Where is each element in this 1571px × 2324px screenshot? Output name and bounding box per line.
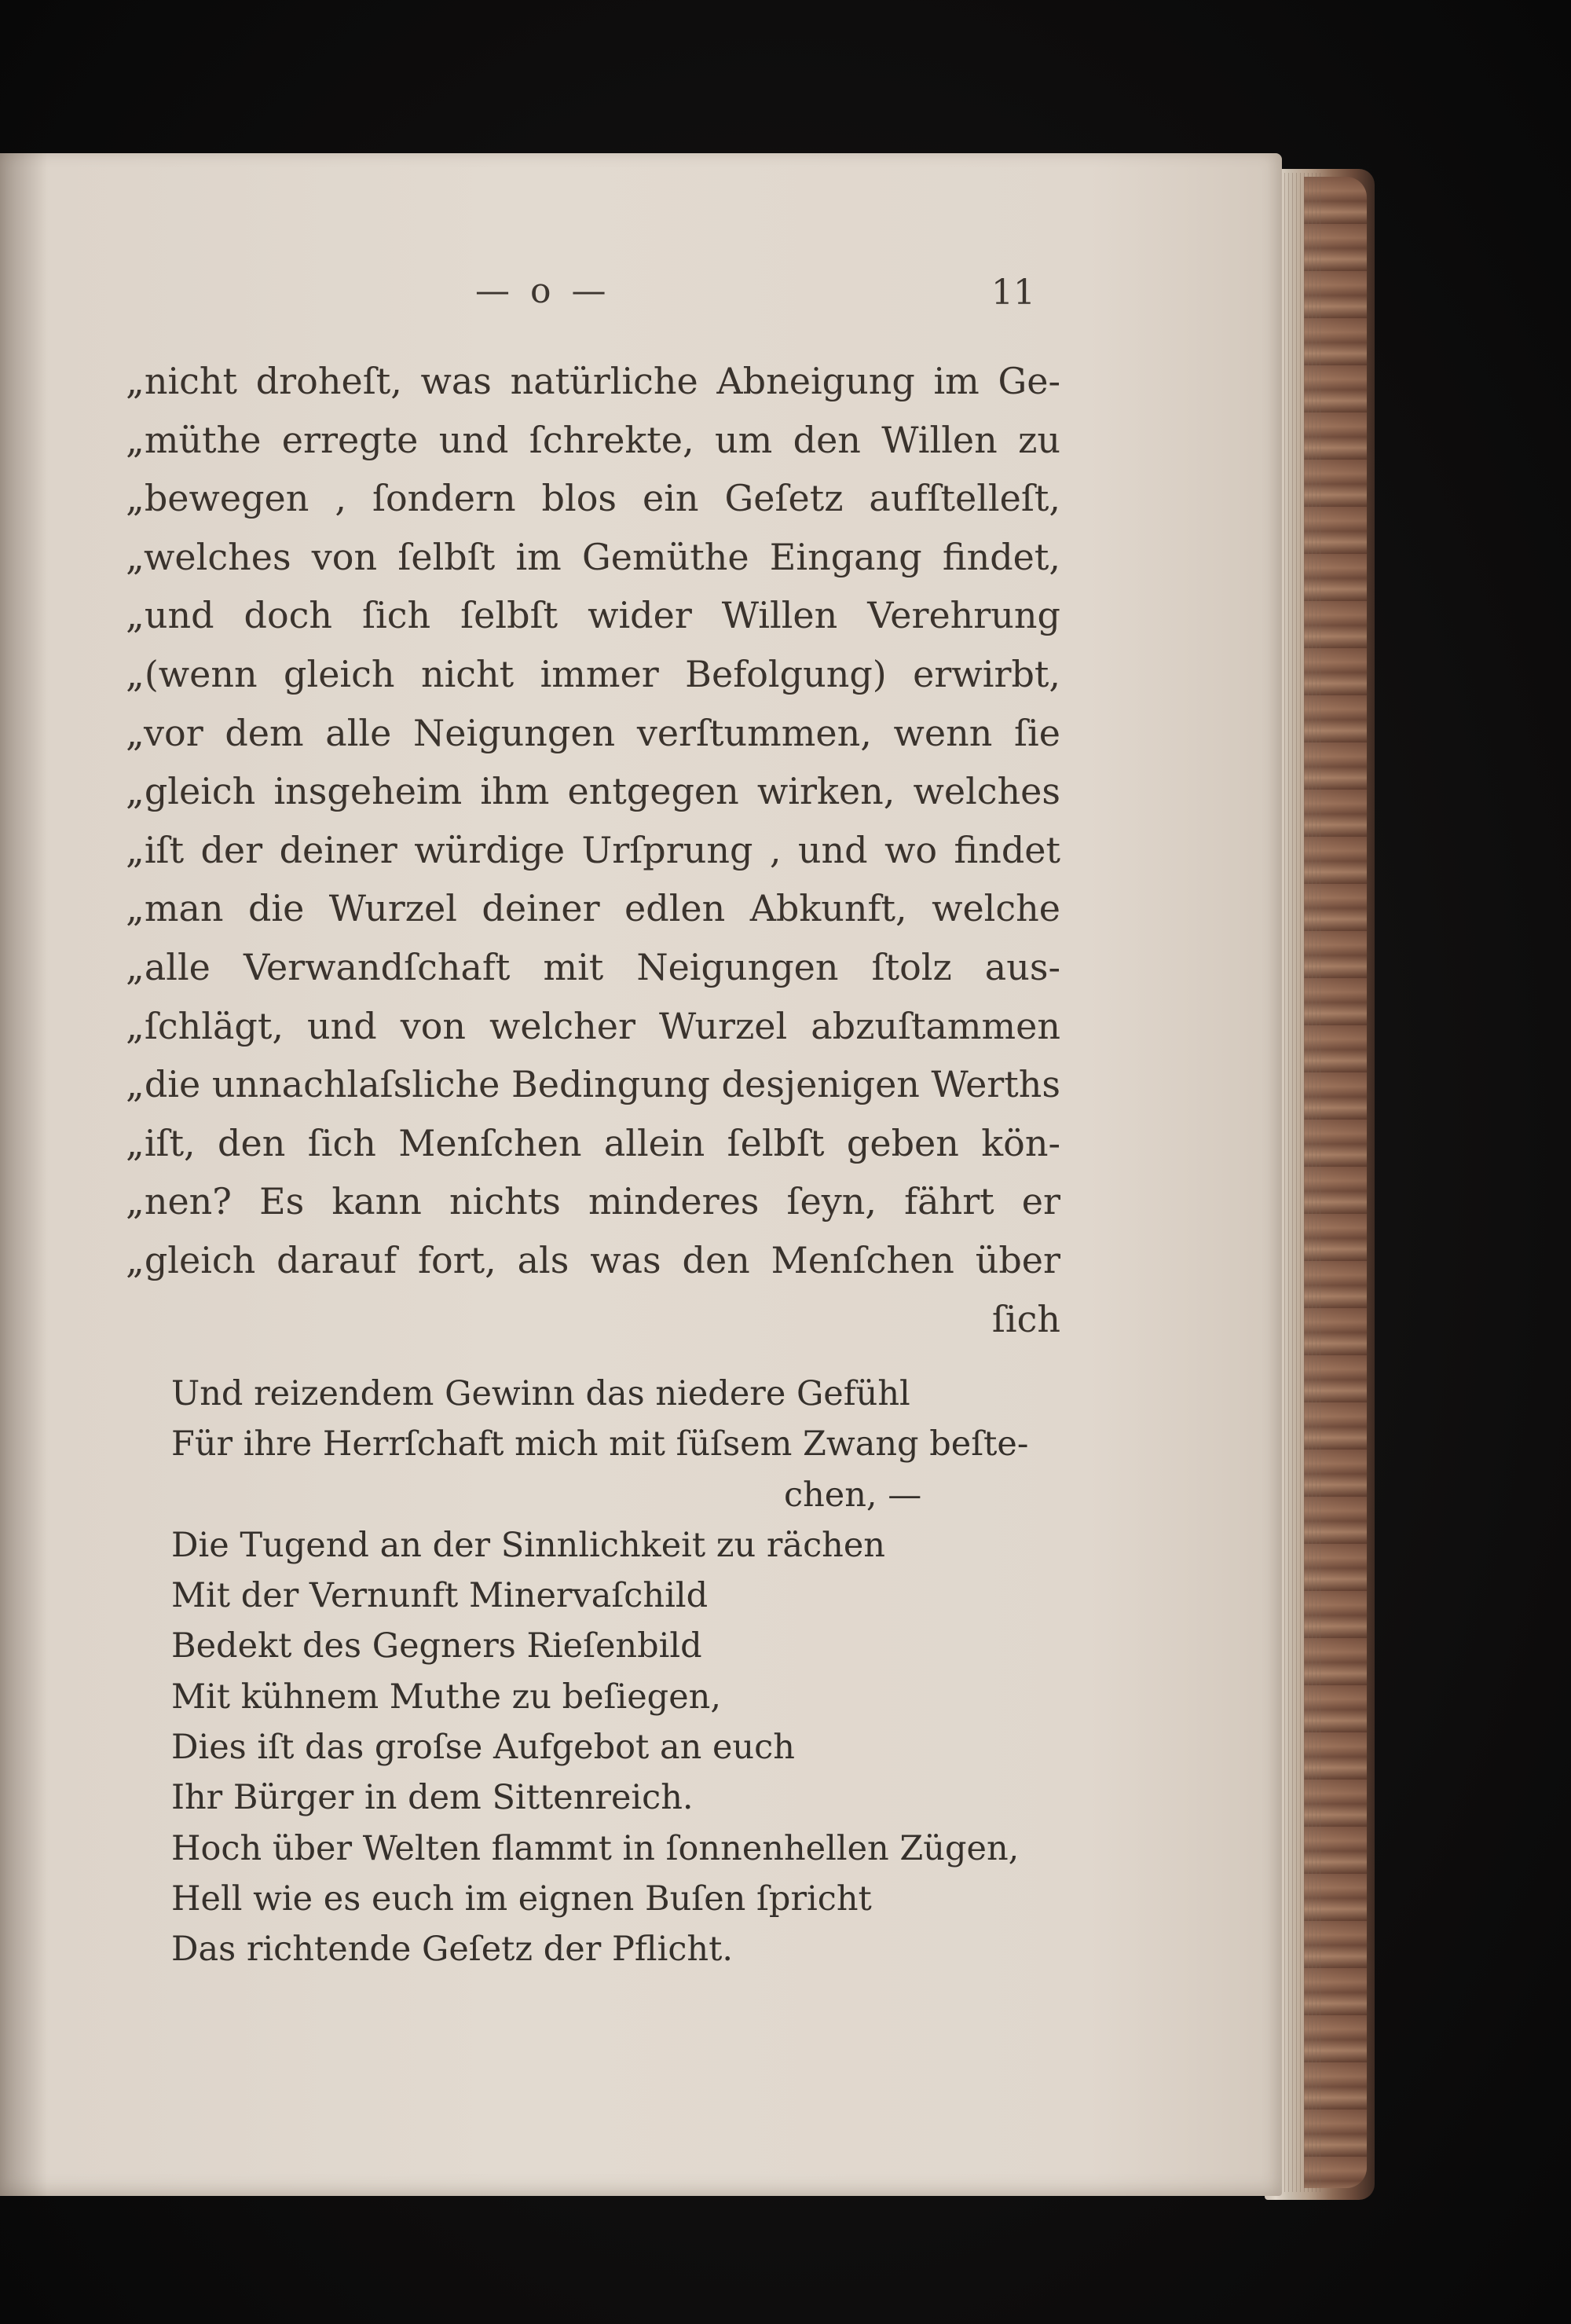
verse-line-continuation: chen, — (784, 1475, 922, 1515)
prose-line: „vor dem alle Neigungen verſtummen, wenn ſie (126, 711, 1060, 754)
prose-line: „die unnachlaſsliche Bedingung desjenigen Werths (126, 1063, 1061, 1106)
prose-line: „iſt, den ſich Menſchen allein ſelbſt geben kön- (126, 1121, 1060, 1164)
verse-line: Das richtende Geſetz der Pflicht. (171, 1930, 734, 1970)
header-ornament: — o — (475, 271, 611, 311)
verse-block (171, 1369, 1028, 1975)
prose-line: „iſt der deiner würdige Urſprung , und wo findet (126, 828, 1060, 871)
prose-line: „welches von ſelbſt im Gemüthe Eingang findet, (126, 535, 1060, 578)
page-header (0, 271, 1571, 318)
prose-line: „gleich darauf fort, als was den Menſchen über (126, 1238, 1060, 1281)
verse-line: Hell wie es euch im eignen Buſen ſpricht (171, 1879, 872, 1919)
verse-line: Bedekt des Gegners Rieſenbild (171, 1626, 702, 1666)
verse-line: Hoch über Welten flammt in ſonnenhellen Zügen, (171, 1828, 1020, 1868)
page-number: 11 (991, 273, 1035, 313)
prose-line: „nen? Es kann nichts minderes ſeyn, fährt er (126, 1180, 1060, 1223)
verse-line: Dies iſt das groſse Aufgebot an euch (171, 1728, 795, 1768)
prose-line: „(wenn gleich nicht immer Befolgung) erwirbt, (126, 652, 1060, 695)
prose-line: „alle Verwandſchaft mit Neigungen ſtolz aus- (126, 945, 1060, 988)
prose-line: „und doch ſich ſelbſt wider Willen Verehrung (126, 594, 1060, 637)
prose-line: „nicht droheſt, was natürliche Abneigung im Ge- (126, 360, 1060, 402)
prose-line: „man die Wurzel deiner edlen Abkunft, welche (126, 887, 1060, 930)
prose-line: „müthe erregte und ſchrekte, um den Willen zu (126, 418, 1060, 461)
prose-block (126, 352, 1060, 1348)
prose-line: „gleich insgeheim ihm entgegen wirken, welches (126, 770, 1060, 813)
prose-line: „ſchlägt, und von welcher Wurzel abzuſtammen (126, 1004, 1060, 1047)
verse-line: Mit der Vernunft Minervaſchild (171, 1576, 709, 1616)
prose-catchword: ſich (991, 1297, 1060, 1340)
verse-line: Die Tugend an der Sinnlichkeit zu rächen (171, 1525, 885, 1565)
verse-line: Und reizendem Gewinn das niedere Gefühl (171, 1374, 910, 1413)
verse-line: Mit kühnem Muthe zu beſiegen, (171, 1677, 722, 1717)
verse-line: Ihr Bürger in dem Sittenreich. (171, 1778, 694, 1818)
verse-line: Für ihre Herrſchaft mich mit ſüſsem Zwang beſte- (171, 1424, 1029, 1464)
prose-line: „bewegen , ſondern blos ein Geſetz aufſtelleſt, (126, 477, 1060, 520)
